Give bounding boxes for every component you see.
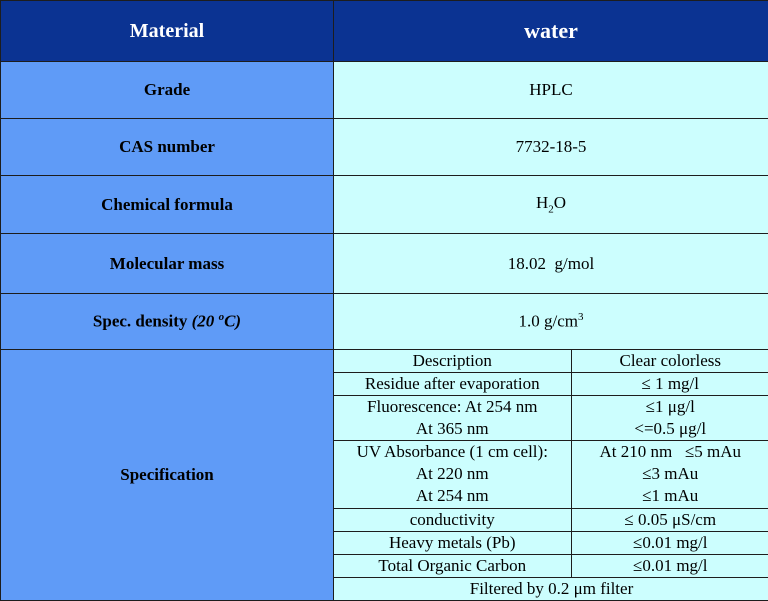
spec-description-line: At 254 nm [334,485,571,507]
spec-row [334,441,768,509]
grade-label: Grade [1,62,334,119]
mass-label: Molecular mass [1,234,334,294]
formula-value [334,176,768,234]
density-label-italic-b: C) [224,312,241,331]
spec-row [334,531,768,554]
mass-row [1,234,768,294]
density-row [1,294,768,350]
mass-value: 18.02 g/mol [334,234,768,294]
spec-value-line: At 210 nm ≤5 mAu [572,441,768,463]
grade-row [1,62,768,119]
spec-value-line: <=0.5 μg/l [572,418,768,440]
density-label-degree: o [219,311,225,323]
specification-body [334,350,768,600]
spec-description-line: Fluorescence: At 254 nm [334,396,571,418]
spec-description [334,350,571,373]
specification-row [1,350,768,601]
spec-description [334,441,571,509]
cas-row [1,119,768,176]
density-value-main: 1.0 g/cm [519,312,579,331]
spec-value-line: ≤0.01 mg/l [572,532,768,554]
material-header-value: water [334,1,768,62]
spec-footer-row [334,577,768,600]
spec-description-line: Description [334,350,571,372]
spec-description-line: UV Absorbance (1 cm cell): [334,441,571,463]
spec-description [334,373,571,396]
formula-row [1,176,768,234]
spec-value-line: Clear colorless [572,350,768,372]
material-header-label: Material [1,1,334,62]
specification-table [334,350,768,600]
spec-value-line: ≤ 0.05 μS/cm [572,509,768,531]
spec-description [334,554,571,577]
spec-description [334,396,571,441]
spec-value-line: ≤0.01 mg/l [572,555,768,577]
spec-value [571,441,768,509]
spec-value [571,554,768,577]
formula-label: Chemical formula [1,176,334,234]
density-value [334,294,768,350]
cas-value: 7732-18-5 [334,119,768,176]
spec-value-line: ≤1 mAu [572,485,768,507]
formula-subscript: 2 [548,204,554,216]
grade-value: HPLC [334,62,768,119]
density-value-superscript: 3 [578,311,584,323]
density-label-main: Spec. density [93,312,192,331]
spec-description [334,508,571,531]
spec-value [571,373,768,396]
spec-description-line: At 220 nm [334,463,571,485]
spec-row [334,396,768,441]
spec-value-line: ≤ 1 mg/l [572,373,768,395]
spec-row [334,373,768,396]
density-label [1,294,334,350]
spec-footer: Filtered by 0.2 μm filter [334,577,768,600]
spec-row [334,554,768,577]
spec-value-line: ≤1 μg/l [572,396,768,418]
spec-description [334,531,571,554]
density-label-italic-a: (20 [192,312,219,331]
header-row [1,1,768,62]
formula-tail: O [554,193,566,212]
spec-row [334,508,768,531]
spec-value-line: ≤3 mAu [572,463,768,485]
specification-cell [334,350,768,601]
spec-description-line: Heavy metals (Pb) [334,532,571,554]
formula-main: H [536,193,548,212]
spec-description-line: conductivity [334,509,571,531]
spec-description-line: Total Organic Carbon [334,555,571,577]
spec-description-line: Residue after evaporation [334,373,571,395]
spec-value [571,508,768,531]
specification-label: Specification [1,350,334,601]
spec-value [571,396,768,441]
cas-label: CAS number [1,119,334,176]
spec-value [571,531,768,554]
spec-value [571,350,768,373]
spec-row [334,350,768,373]
spec-description-line: At 365 nm [334,418,571,440]
